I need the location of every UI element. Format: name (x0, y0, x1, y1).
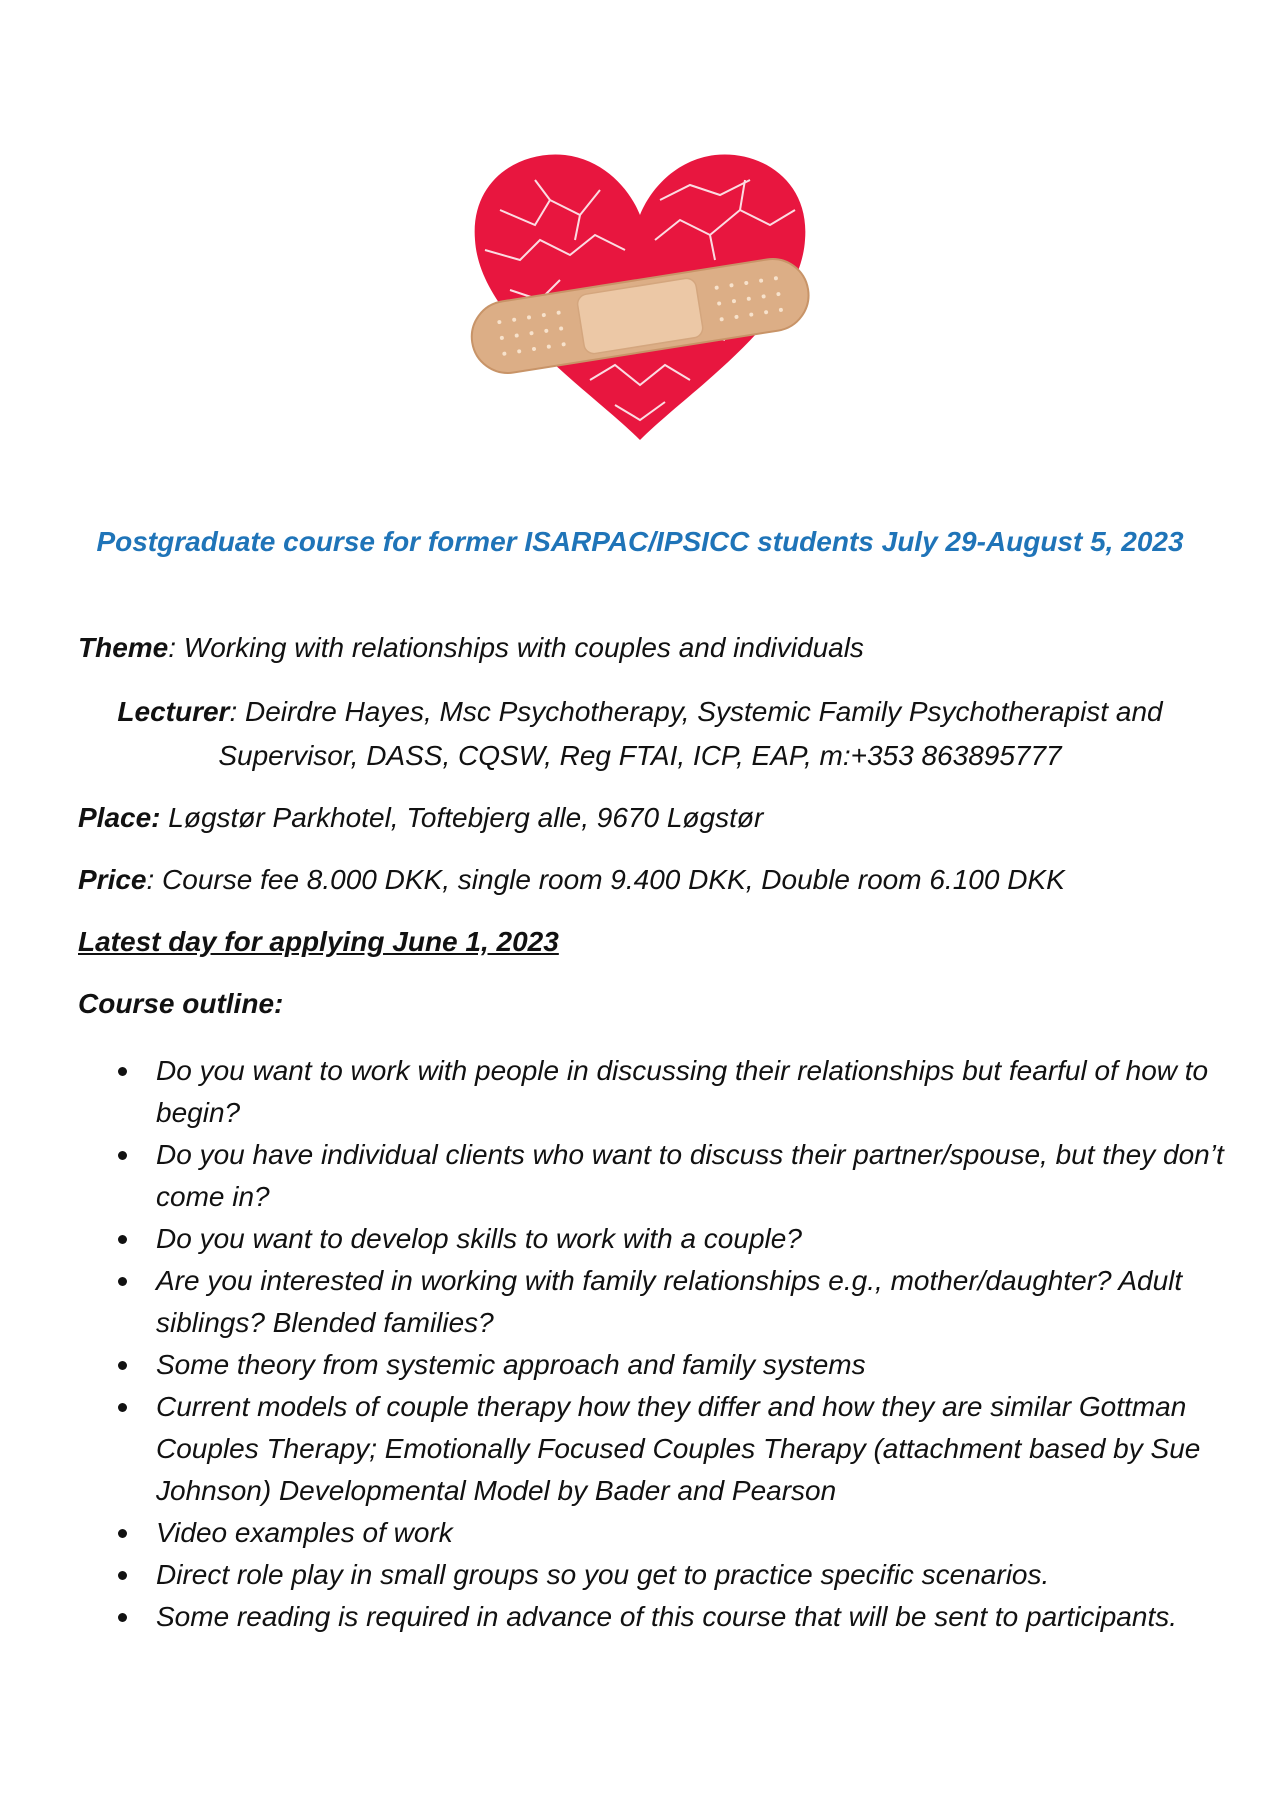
list-item: Some theory from systemic approach and family systems (110, 1344, 1230, 1386)
list-item: Video examples of work (110, 1512, 1230, 1554)
course-outline-heading: Course outline: (78, 988, 284, 1019)
course-outline-list (110, 1050, 1230, 1638)
bullet-icon (118, 1277, 127, 1286)
bullet-icon (118, 1571, 127, 1580)
bandaged-heart-icon (440, 140, 840, 460)
lecturer-line (90, 690, 1190, 778)
bullet-icon (118, 1235, 127, 1244)
place-line (78, 798, 763, 838)
bullet-icon (118, 1067, 127, 1076)
list-item: Do you have individual clients who want to discuss their partner/spouse, but they don’t come in? (110, 1134, 1230, 1218)
page-title: Postgraduate course for former ISARPAC/IPSICC students July 29-August 5, 2023 (96, 526, 1184, 557)
price-line (78, 860, 1065, 900)
price-label: Price (78, 864, 147, 895)
theme-text: : Working with relationships with couples and individuals (168, 632, 864, 663)
list-item: Direct role play in small groups so you get to practice specific scenarios. (110, 1554, 1230, 1596)
theme-label: Theme (78, 632, 169, 663)
place-label: Place: (78, 802, 161, 833)
bullet-icon (118, 1613, 127, 1622)
application-deadline: Latest day for applying June 1, 2023 (78, 926, 559, 957)
list-item: Current models of couple therapy how they differ and how they are similar Gottman Couples Therapy; Emotionally Focused Couples Therapy (attachment based by Sue Johnson) Developmental Model by Bader and Pearson (110, 1386, 1230, 1512)
list-item: Are you interested in working with family relationships e.g., mother/daughter? Adult siblings? Blended families? (110, 1260, 1230, 1344)
bullet-icon (118, 1151, 127, 1160)
bullet-icon (118, 1529, 127, 1538)
bullet-icon (118, 1403, 127, 1412)
list-item: Some reading is required in advance of this course that will be sent to participants. (110, 1596, 1230, 1638)
place-text: Løgstør Parkhotel, Toftebjerg alle, 9670 Løgstør (160, 802, 764, 833)
lecturer-text: : Deirdre Hayes, Msc Psychotherapy, Systemic Family Psychotherapist and Supervisor, DASS, CQSW, Reg FTAI, ICP, EAP, m:+353 863895777 (218, 696, 1163, 771)
lecturer-label: Lecturer (117, 696, 230, 727)
bullet-icon (118, 1361, 127, 1370)
list-item: Do you want to work with people in discussing their relationships but fearful of how to begin? (110, 1050, 1230, 1134)
price-text: : Course fee 8.000 DKK, single room 9.400 DKK, Double room 6.100 DKK (146, 864, 1065, 895)
list-item: Do you want to develop skills to work with a couple? (110, 1218, 1230, 1260)
theme-line (78, 628, 864, 668)
